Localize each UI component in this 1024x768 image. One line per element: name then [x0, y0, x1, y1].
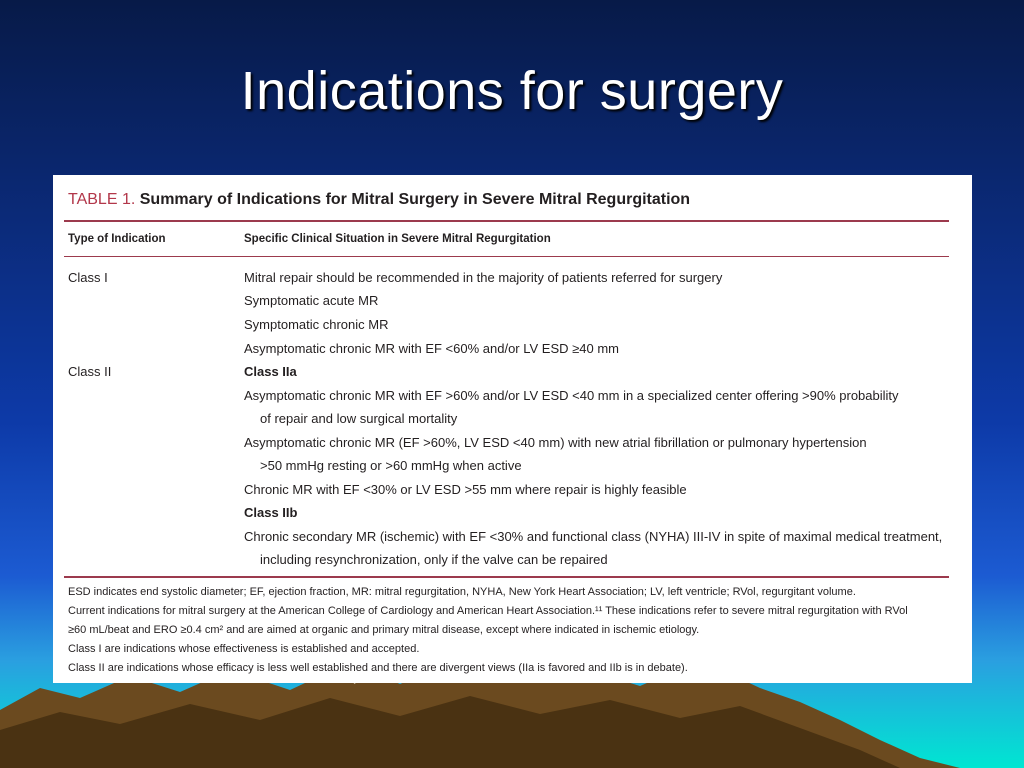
class-2a-item: Asymptomatic chronic MR (EF >60%, LV ESD <40 mm) with new atrial fibrillation or pulmonary hypertension [244, 435, 867, 450]
class-1-item: Symptomatic chronic MR [244, 317, 389, 332]
table-label: TABLE 1. [68, 191, 136, 208]
class-2b-heading: Class IIb [244, 505, 298, 520]
table-top-rule [64, 220, 949, 222]
class-2-label: Class II [68, 364, 112, 379]
table-footnote: Class I are indications whose effectiveness is established and accepted. [68, 643, 420, 655]
table-footnote: Class II are indications whose efficacy is less well established and there are divergent views (IIa is favored and IIb is in debate). [68, 662, 688, 674]
class-2b-item: including resynchronization, only if the valve can be repaired [260, 552, 608, 567]
table-footnote: ≥60 mL/beat and ERO ≥0.4 cm² and are aimed at organic and primary mitral disease, except where indicated in ischemic etiology. [68, 624, 700, 636]
class-2b-item: Chronic secondary MR (ischemic) with EF <30% and functional class (NYHA) III-IV in spite of maximal medical treatment, [244, 529, 943, 544]
table-footnote: Current indications for mitral surgery at the American College of Cardiology and American Heart Association.¹¹ These indications refer to severe mitral regurgitation with RVol [68, 605, 908, 617]
class-2a-item: Asymptomatic chronic MR with EF >60% and/or LV ESD <40 mm in a specialized center offering >90% probability [244, 388, 899, 403]
class-2a-item: >50 mmHg resting or >60 mmHg when active [260, 458, 522, 473]
slide-title: Indications for surgery [240, 61, 784, 121]
column-header-situation: Specific Clinical Situation in Severe Mitral Regurgitation [244, 233, 551, 245]
mitral-surgery-table [53, 175, 972, 683]
table-bottom-rule [64, 576, 949, 578]
table-caption [68, 191, 690, 209]
table-footnote: ESD indicates end systolic diameter; EF, ejection fraction, MR: mitral regurgitation, NYHA, New York Heart Association; LV, left ventricle; RVol, regurgitant volume. [68, 586, 856, 598]
class-1-item: Mitral repair should be recommended in the majority of patients referred for surgery [244, 270, 723, 285]
class-1-item: Asymptomatic chronic MR with EF <60% and/or LV ESD ≥40 mm [244, 341, 619, 356]
column-header-type: Type of Indication [68, 233, 166, 245]
class-1-item: Symptomatic acute MR [244, 293, 379, 308]
class-2a-heading: Class IIa [244, 364, 297, 379]
class-1-label: Class I [68, 270, 108, 285]
table-title: Summary of Indications for Mitral Surgery in Severe Mitral Regurgitation [139, 191, 691, 208]
class-2a-item: Chronic MR with EF <30% or LV ESD >55 mm where repair is highly feasible [244, 482, 687, 497]
table-header-rule [64, 256, 949, 257]
class-2a-item: of repair and low surgical mortality [260, 411, 458, 426]
